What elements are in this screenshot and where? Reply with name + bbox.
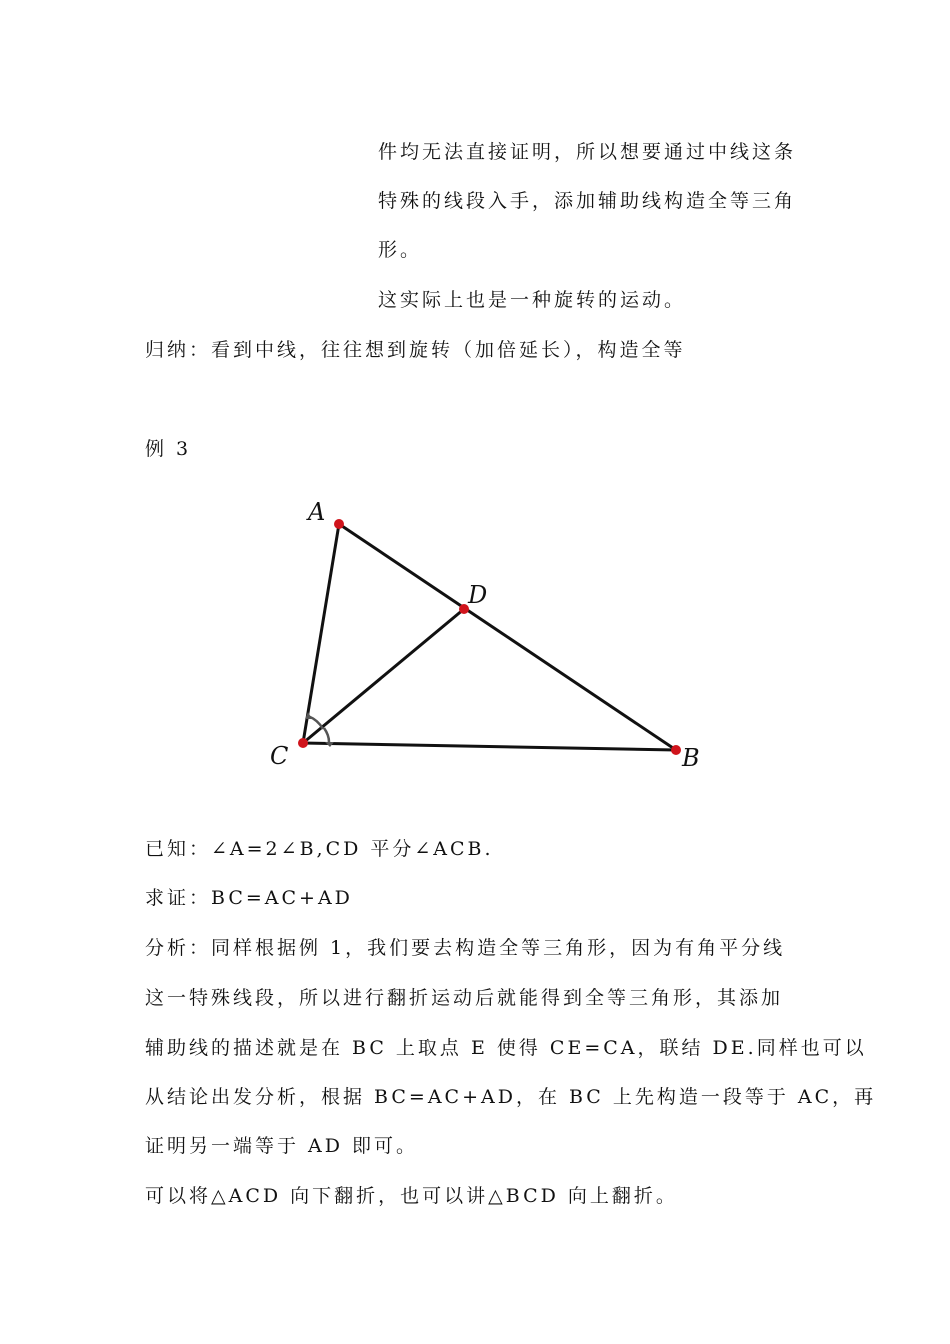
paragraph-line: 形。 <box>378 239 423 261</box>
analysis-line: 从结论出发分析，根据 BC=AC+AD，在 BC 上先构造一段等于 AC，再 <box>145 1086 877 1108</box>
analysis-line: 这一特殊线段，所以进行翻折运动后就能得到全等三角形，其添加 <box>145 987 784 1009</box>
triangle-figure <box>250 488 720 788</box>
label-d: D <box>468 581 488 609</box>
paragraph-line: 特殊的线段入手，添加辅助线构造全等三角 <box>378 190 797 212</box>
point-b <box>671 745 681 755</box>
segment-ac <box>303 524 339 743</box>
analysis-line: 辅助线的描述就是在 BC 上取点 E 使得 CE=CA，联结 DE.同样也可以 <box>145 1037 867 1059</box>
label-a: A <box>308 498 326 526</box>
point-a <box>334 519 344 529</box>
segment-ab <box>339 524 676 750</box>
example-heading: 例 3 <box>145 438 192 460</box>
analysis-line: 分析：同样根据例 1，我们要去构造全等三角形，因为有角平分线 <box>145 937 786 959</box>
given-line: 已知：∠A=2∠B,CD 平分∠ACB. <box>145 838 494 860</box>
label-c: C <box>270 742 289 770</box>
paragraph-line: 件均无法直接证明，所以想要通过中线这条 <box>378 141 797 163</box>
angle-mark-lower <box>324 728 329 742</box>
analysis-line: 证明另一端等于 AD 即可。 <box>145 1135 419 1157</box>
segment-cb <box>303 743 676 750</box>
paragraph-line: 这实际上也是一种旋转的运动。 <box>378 289 687 311</box>
final-line: 可以将△ACD 向下翻折，也可以讲△BCD 向上翻折。 <box>145 1185 678 1207</box>
segment-cd <box>303 609 464 743</box>
label-b: B <box>682 744 700 772</box>
point-c <box>298 738 308 748</box>
summary-line: 归纳：看到中线，往往想到旋转（加倍延长），构造全等 <box>145 339 686 361</box>
prove-line: 求证：BC=AC+AD <box>145 887 353 909</box>
